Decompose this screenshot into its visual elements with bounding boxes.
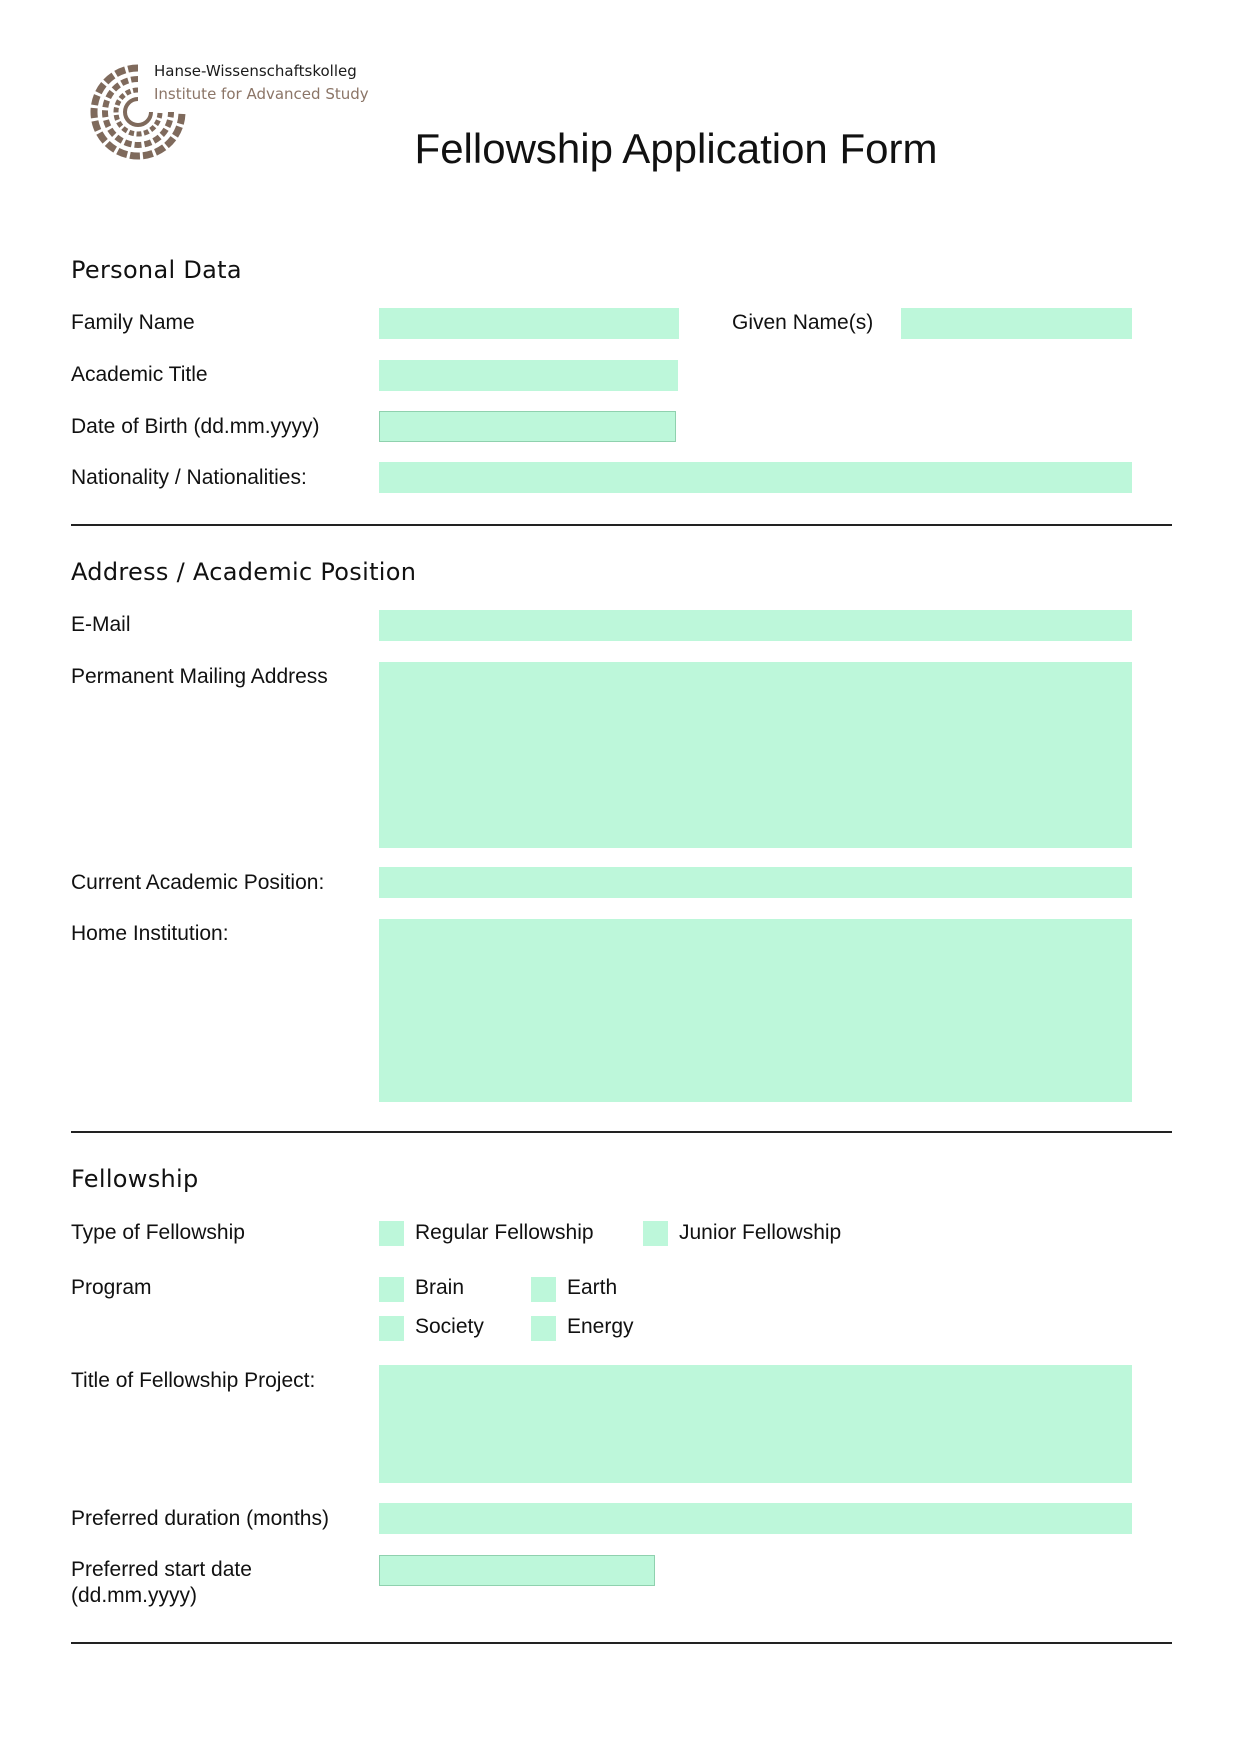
program-earth-label: Earth: [567, 1276, 618, 1299]
junior-fellowship-checkbox[interactable]: [643, 1221, 668, 1246]
preferred-duration-label: Preferred duration (months): [71, 1507, 329, 1530]
program-energy-checkbox[interactable]: [531, 1316, 556, 1341]
program-earth-checkbox[interactable]: [531, 1277, 556, 1302]
email-label: E-Mail: [71, 613, 131, 636]
program-brain-checkbox[interactable]: [379, 1277, 404, 1302]
mailing-address-label: Permanent Mailing Address: [71, 665, 328, 688]
section-heading-personal: Personal Data: [71, 256, 242, 284]
preferred-start-field[interactable]: [379, 1555, 655, 1586]
program-brain-label: Brain: [415, 1276, 465, 1299]
section-divider: [71, 1642, 1172, 1644]
preferred-duration-field[interactable]: [379, 1503, 1132, 1534]
section-heading-fellowship: Fellowship: [71, 1165, 199, 1193]
section-heading-address: Address / Academic Position: [71, 558, 417, 586]
date-of-birth-field[interactable]: [379, 411, 676, 442]
academic-position-label: Current Academic Position:: [71, 871, 325, 894]
nationality-label: Nationality / Nationalities:: [71, 466, 307, 489]
date-of-birth-label: Date of Birth (dd.mm.yyyy): [71, 415, 320, 438]
preferred-start-label-line1: Preferred start date: [71, 1558, 252, 1581]
fellowship-type-label: Type of Fellowship: [71, 1221, 245, 1244]
given-names-field[interactable]: [901, 308, 1132, 339]
academic-position-field[interactable]: [379, 867, 1132, 898]
nationality-field[interactable]: [379, 462, 1132, 493]
project-title-label: Title of Fellowship Project:: [71, 1369, 316, 1392]
program-energy-label: Energy: [567, 1315, 634, 1338]
mailing-address-field[interactable]: [379, 662, 1132, 848]
program-society-label: Society: [415, 1315, 484, 1338]
family-name-field[interactable]: [379, 308, 679, 339]
academic-title-label: Academic Title: [71, 363, 208, 386]
home-institution-field[interactable]: [379, 919, 1132, 1102]
junior-fellowship-label: Junior Fellowship: [679, 1221, 842, 1244]
given-names-label: Given Name(s): [732, 311, 874, 334]
institute-subtitle: Institute for Advanced Study: [154, 85, 369, 103]
regular-fellowship-checkbox[interactable]: [379, 1221, 404, 1246]
program-label: Program: [71, 1276, 152, 1299]
project-title-field[interactable]: [379, 1365, 1132, 1483]
family-name-label: Family Name: [71, 311, 195, 334]
section-divider: [71, 1131, 1172, 1133]
institute-name: Hanse-Wissenschaftskolleg: [154, 62, 357, 80]
academic-title-field[interactable]: [379, 360, 678, 391]
page-title: Fellowship Application Form: [414, 125, 938, 172]
preferred-start-label: [71, 1557, 252, 1609]
section-divider: [71, 524, 1172, 526]
preferred-start-label-line2: (dd.mm.yyyy): [71, 1584, 197, 1607]
email-field[interactable]: [379, 610, 1132, 641]
regular-fellowship-label: Regular Fellowship: [415, 1221, 594, 1244]
home-institution-label: Home Institution:: [71, 922, 229, 945]
program-society-checkbox[interactable]: [379, 1316, 404, 1341]
